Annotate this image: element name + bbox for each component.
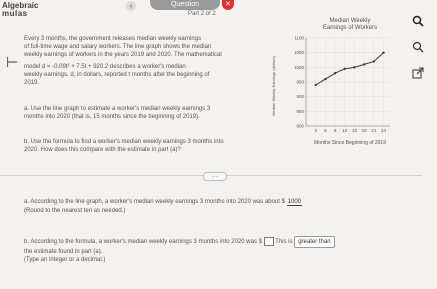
- close-button[interactable]: ✕: [222, 0, 234, 10]
- y-tick-label: 850: [296, 108, 304, 114]
- comparison-dropdown[interactable]: greater than: [294, 236, 334, 248]
- x-tick-label: 3: [314, 128, 317, 133]
- external-link-icon[interactable]: [411, 66, 425, 80]
- previous-question-button[interactable]: ‹: [126, 1, 136, 11]
- y-tick-label: 1050: [293, 50, 304, 56]
- answer-a-text: a. According to the line graph, a worker's median weekly earnings 3 months into 2020 was about $: [24, 199, 285, 205]
- top-navigation: [126, 0, 136, 12]
- x-tick-label: 15: [351, 128, 357, 133]
- x-tick-label: 18: [361, 128, 367, 133]
- problem-line: weekly earnings of workers in the years 2019 and 2020. The mathematical: [24, 52, 222, 58]
- data-point: [314, 84, 316, 86]
- chart-points: [314, 51, 384, 86]
- y-tick-label: 900: [296, 94, 304, 100]
- y-tick-label: 950: [296, 79, 304, 85]
- chart-y-ticks: [294, 36, 305, 129]
- answer-b-mid: This is: [275, 239, 293, 245]
- course-subtitle: mulas: [2, 9, 28, 18]
- x-tick-label: 6: [324, 128, 327, 133]
- answer-b-text: b. According to the formula, a worker's median weekly earnings 3 months into 2020 was $: [24, 239, 262, 245]
- line-chart: [270, 16, 395, 146]
- zoom-icon[interactable]: [411, 40, 425, 54]
- answer-a: [24, 198, 384, 206]
- problem-line: Every 3 months, the government releases median weekly earnings: [24, 36, 202, 42]
- back-arrow-icon[interactable]: ⊢: [6, 54, 19, 70]
- header-left: [2, 2, 38, 18]
- answer-a-value[interactable]: 1000: [287, 199, 301, 205]
- more-button[interactable]: .....: [203, 172, 227, 181]
- part-label: Part 2 of 2: [188, 11, 216, 17]
- answer-b-line2: the estimate found in part (a).: [24, 249, 103, 255]
- course-title: Algebraic: [2, 1, 39, 10]
- chart-title-line2: Earnings of Workers: [322, 25, 378, 31]
- chart-title-line1: Median Weekly: [329, 18, 371, 24]
- chart-ylabel: Median Weekly Earnings (dollars): [271, 56, 276, 116]
- chart-x-ticks: [314, 128, 386, 133]
- question-tab[interactable]: Question: [150, 0, 220, 10]
- tool-icons: [411, 14, 425, 80]
- data-point: [353, 66, 355, 68]
- answer-b-note: (Type an integer or a decimal.): [24, 257, 106, 263]
- x-tick-label: 9: [333, 128, 337, 133]
- answer-b-input[interactable]: [264, 237, 274, 246]
- question-a-line: months into 2020 (that is, 15 months since the beginning of 2019).: [24, 114, 200, 120]
- chart-xlabel: Months Since Beginning of 2019: [314, 140, 386, 146]
- problem-line: model d = -0.09t² + 7.5t + 920.2 describes a worker's median: [24, 64, 186, 70]
- question-a-line: a. Use the line graph to estimate a worker's median weekly earnings 3: [24, 106, 211, 112]
- problem-line: 2019.: [24, 80, 40, 86]
- data-point: [324, 78, 326, 80]
- question-b-line: 2020. How does this compare with the estimate in part (a)?: [24, 147, 181, 153]
- data-point: [334, 72, 336, 74]
- data-point: [373, 60, 375, 62]
- answer-b: [24, 236, 384, 248]
- search-icon[interactable]: [411, 14, 425, 28]
- question-b-line: b. Use the formula to find a worker's median weekly earnings 3 months into: [24, 139, 224, 145]
- data-point: [344, 68, 346, 70]
- y-tick-label: 1100: [294, 35, 304, 41]
- data-point: [382, 51, 384, 53]
- y-tick-label: 800: [296, 123, 304, 129]
- x-tick-label: 21: [371, 128, 377, 133]
- problem-line: of full-time wage and salary workers. The line graph shows the median: [24, 44, 212, 50]
- x-tick-label: 12: [342, 128, 348, 133]
- data-point: [363, 63, 365, 65]
- problem-line: weekly earnings, d, in dollars, reported t months after the beginning of: [24, 72, 210, 78]
- chart-grid: [306, 38, 390, 126]
- answer-a-note: (Round to the nearest ten as needed.): [24, 208, 126, 214]
- x-tick-label: 24: [381, 128, 387, 133]
- y-tick-label: 1000: [293, 64, 304, 70]
